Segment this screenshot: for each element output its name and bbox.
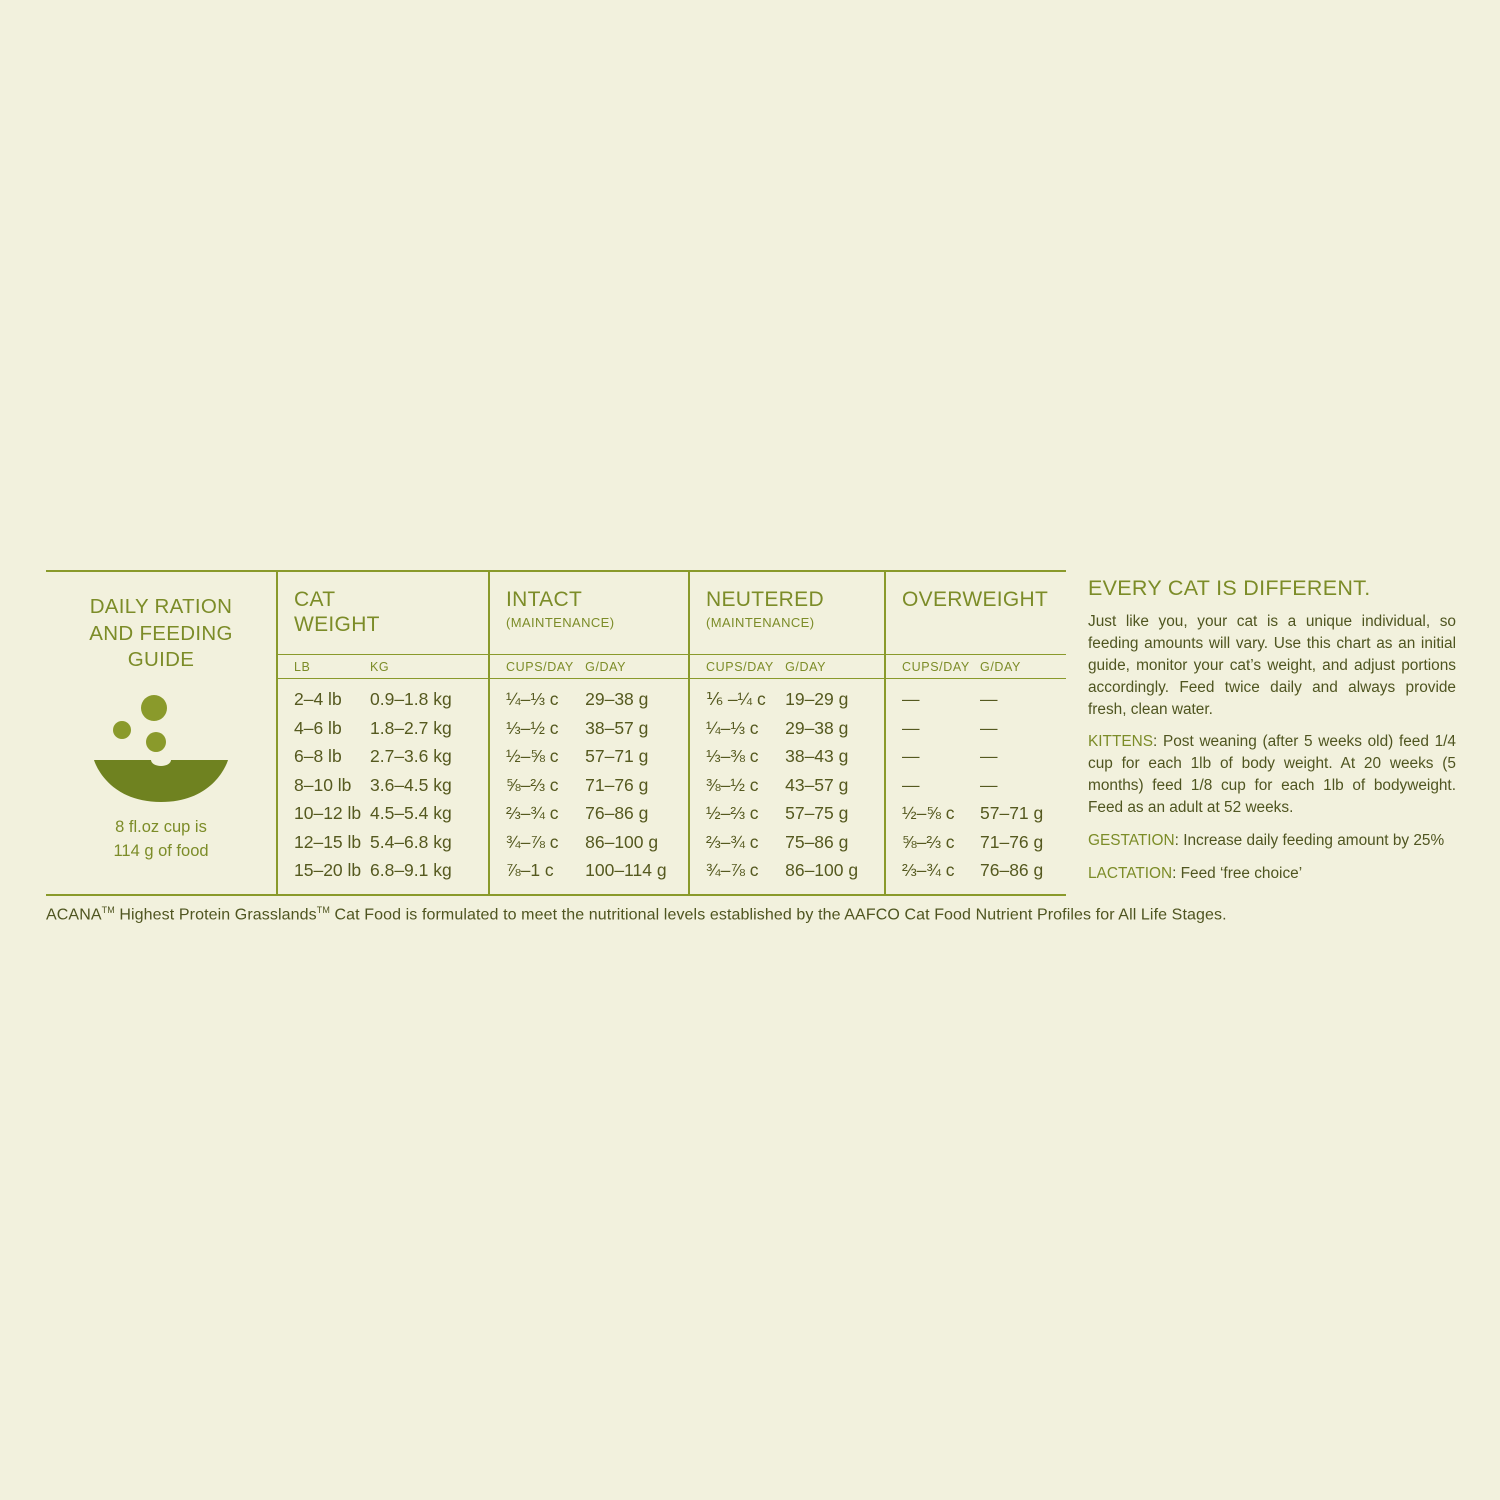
cell-cups: ¼–⅓ c — [706, 717, 759, 738]
subheader-intact — [490, 654, 688, 679]
aafco-statement — [46, 905, 1456, 924]
table-row — [278, 714, 488, 743]
cell-cups: ⅓–½ c — [506, 717, 559, 738]
table-row — [690, 685, 884, 714]
cell-cups: ½–⅝ c — [902, 803, 955, 824]
table-row — [690, 771, 884, 800]
column-header-neutered — [690, 572, 884, 654]
column-neutered — [690, 572, 886, 894]
cell-kg: 5.4–6.8 kg — [370, 831, 452, 852]
table-row — [690, 742, 884, 771]
cell-cups: ⅔–¾ c — [706, 831, 759, 852]
footer-product: Highest Protein Grasslands — [114, 905, 317, 923]
cell-grams: — — [980, 746, 998, 767]
rows-cat-weight — [278, 679, 488, 885]
cell-kg: 1.8–2.7 kg — [370, 717, 452, 738]
cell-cups: — — [902, 746, 920, 767]
table-row — [278, 771, 488, 800]
cell-grams: — — [980, 774, 998, 795]
cell-grams: 76–86 g — [980, 860, 1044, 881]
cell-grams: 71–76 g — [585, 774, 649, 795]
cell-grams: — — [980, 689, 998, 709]
table-row — [490, 828, 688, 857]
table-row — [490, 742, 688, 771]
cell-kg: 0.9–1.8 kg — [370, 689, 452, 709]
gestation-text: : Increase daily feeding amount by 25% — [1174, 831, 1445, 849]
table-row — [278, 685, 488, 714]
cell-grams: 86–100 g — [585, 831, 659, 852]
table-row — [886, 856, 1066, 885]
table-row — [490, 799, 688, 828]
gestation-label: GESTATION — [1088, 831, 1175, 849]
cell-cups: — — [902, 774, 920, 795]
column-subtitle: (MAINTENANCE) — [506, 614, 615, 630]
cell-lb: 8–10 lb — [294, 774, 352, 795]
every-cat-is-different-section — [1066, 570, 1456, 896]
cell-cups: ½–⅔ c — [706, 803, 759, 824]
cell-grams: — — [980, 717, 998, 738]
table-row — [690, 856, 884, 885]
unit-cups-day: CUPS/DAY — [706, 660, 774, 674]
cell-grams: 19–29 g — [785, 689, 849, 709]
table-row — [490, 685, 688, 714]
cell-cups: — — [902, 717, 920, 738]
cell-grams: 75–86 g — [785, 831, 849, 852]
cell-lb: 12–15 lb — [294, 831, 362, 852]
column-title: INTACT — [506, 588, 583, 611]
cell-lb: 4–6 lb — [294, 717, 342, 738]
daily-ration-title: DAILY RATION AND FEEDING GUIDE — [89, 595, 233, 672]
intro-paragraph: Just like you, your cat is a unique individual, so feeding amounts will vary. Use this chart as an initial guide, monitor your cat’s weight, and adjust portions accordingly. Feed twice daily and always provide fresh, clean water. — [1088, 613, 1456, 718]
unit-g-day: G/DAY — [785, 660, 827, 674]
column-title: NEUTERED — [706, 588, 824, 611]
column-subtitle: (MAINTENANCE) — [706, 614, 815, 630]
cell-lb: 15–20 lb — [294, 860, 362, 881]
cell-cups: ⅝–⅔ c — [506, 774, 559, 795]
cell-grams: 57–75 g — [785, 803, 849, 824]
trademark-symbol: TM — [101, 904, 115, 915]
column-cat-weight — [278, 572, 490, 894]
column-overweight — [886, 572, 1066, 894]
section-title: EVERY CAT IS DIFFERENT. — [1088, 576, 1371, 600]
column-header-cat-weight — [278, 572, 488, 654]
cell-grams: 76–86 g — [585, 803, 649, 824]
table-row — [278, 742, 488, 771]
cell-cups: ½–⅝ c — [506, 746, 559, 767]
kittens-label: KITTENS — [1088, 733, 1153, 751]
cell-cups: ¾–⅞ c — [506, 831, 559, 852]
cell-grams: 29–38 g — [585, 689, 649, 709]
footer-statement: Cat Food is formulated to meet the nutritional levels established by the AAFCO Cat Food Nutrient Profiles for All Life Stages. — [329, 905, 1227, 923]
cell-grams: 38–57 g — [585, 717, 649, 738]
rows-intact — [490, 679, 688, 885]
subheader-neutered — [690, 654, 884, 679]
table-row — [278, 856, 488, 885]
rows-neutered — [690, 679, 884, 885]
column-title: CAT WEIGHT — [294, 588, 380, 636]
feeding-block — [46, 570, 1456, 896]
cell-lb: 10–12 lb — [294, 803, 362, 824]
subheader-overweight — [886, 654, 1066, 679]
column-title: OVERWEIGHT — [902, 588, 1049, 611]
lactation-text: : Feed ‘free choice’ — [1172, 864, 1303, 882]
column-header-overweight — [886, 572, 1066, 654]
trademark-symbol: TM — [316, 904, 330, 915]
table-row — [886, 771, 1066, 800]
unit-g-day: G/DAY — [980, 660, 1021, 674]
table-row — [886, 799, 1066, 828]
cell-cups: — — [902, 689, 920, 709]
cell-cups: ¼–⅓ c — [506, 689, 559, 709]
feeding-table — [46, 570, 1066, 896]
cell-cups: ⅝–⅔ c — [902, 831, 955, 852]
gestation-paragraph — [1088, 830, 1456, 852]
kittens-paragraph — [1088, 731, 1456, 819]
cell-grams: 100–114 g — [585, 860, 667, 881]
table-row — [690, 828, 884, 857]
cell-cups: ⅔–¾ c — [506, 803, 559, 824]
cell-lb: 6–8 lb — [294, 746, 342, 767]
daily-ration-cell — [46, 572, 278, 894]
table-row — [690, 714, 884, 743]
column-intact — [490, 572, 690, 894]
footer-brand: ACANA — [46, 905, 102, 923]
table-row — [490, 856, 688, 885]
subheader-cat-weight — [278, 654, 488, 679]
cell-cups: ¾–⅞ c — [706, 860, 759, 881]
unit-g-day: G/DAY — [585, 660, 627, 674]
cell-kg: 3.6–4.5 kg — [370, 774, 452, 795]
table-row — [690, 799, 884, 828]
cell-kg: 4.5–5.4 kg — [370, 803, 452, 824]
cell-cups: ⅔–¾ c — [902, 860, 955, 881]
cell-grams: 38–43 g — [785, 746, 849, 767]
unit-lb: LB — [294, 660, 311, 674]
feeding-guide-panel — [46, 570, 1456, 924]
unit-cups-day: CUPS/DAY — [902, 660, 970, 674]
cell-grams: 57–71 g — [980, 803, 1044, 824]
table-row — [490, 714, 688, 743]
cell-grams: 86–100 g — [785, 860, 859, 881]
table-row — [886, 714, 1066, 743]
food-bowl-icon — [76, 690, 246, 808]
cell-lb: 2–4 lb — [294, 689, 342, 709]
cell-cups: ⅙ –¼ c — [706, 689, 766, 709]
lactation-paragraph — [1088, 863, 1456, 885]
cell-cups: ⅜–½ c — [706, 774, 759, 795]
bowl-illustration — [62, 690, 260, 810]
unit-cups-day: CUPS/DAY — [506, 660, 574, 674]
table-row — [886, 742, 1066, 771]
rows-overweight — [886, 679, 1066, 885]
cup-weight-note: 8 fl.oz cup is 114 g of food — [113, 817, 209, 860]
kittens-text: : Post weaning (after 5 weeks old) feed 1/4 cup for each 1lb of body weight. At 20 weeks (5 months) feed 1/8 cup for each 1lb of bodyweight. Feed as an adult at 52 weeks. — [1088, 733, 1456, 816]
unit-kg: KG — [370, 660, 390, 674]
lactation-label: LACTATION — [1088, 864, 1173, 882]
cell-grams: 57–71 g — [585, 746, 649, 767]
data-columns — [278, 572, 1066, 894]
cell-kg: 2.7–3.6 kg — [370, 746, 452, 767]
table-row — [886, 828, 1066, 857]
table-row — [278, 799, 488, 828]
cell-kg: 6.8–9.1 kg — [370, 860, 452, 881]
cell-grams: 43–57 g — [785, 774, 849, 795]
cell-grams: 29–38 g — [785, 717, 849, 738]
table-row — [278, 828, 488, 857]
cell-grams: 71–76 g — [980, 831, 1044, 852]
cell-cups: ⅞–1 c — [506, 860, 554, 881]
cell-cups: ⅓–⅜ c — [706, 746, 759, 767]
table-row — [490, 771, 688, 800]
column-header-intact — [490, 572, 688, 654]
table-row — [886, 685, 1066, 714]
